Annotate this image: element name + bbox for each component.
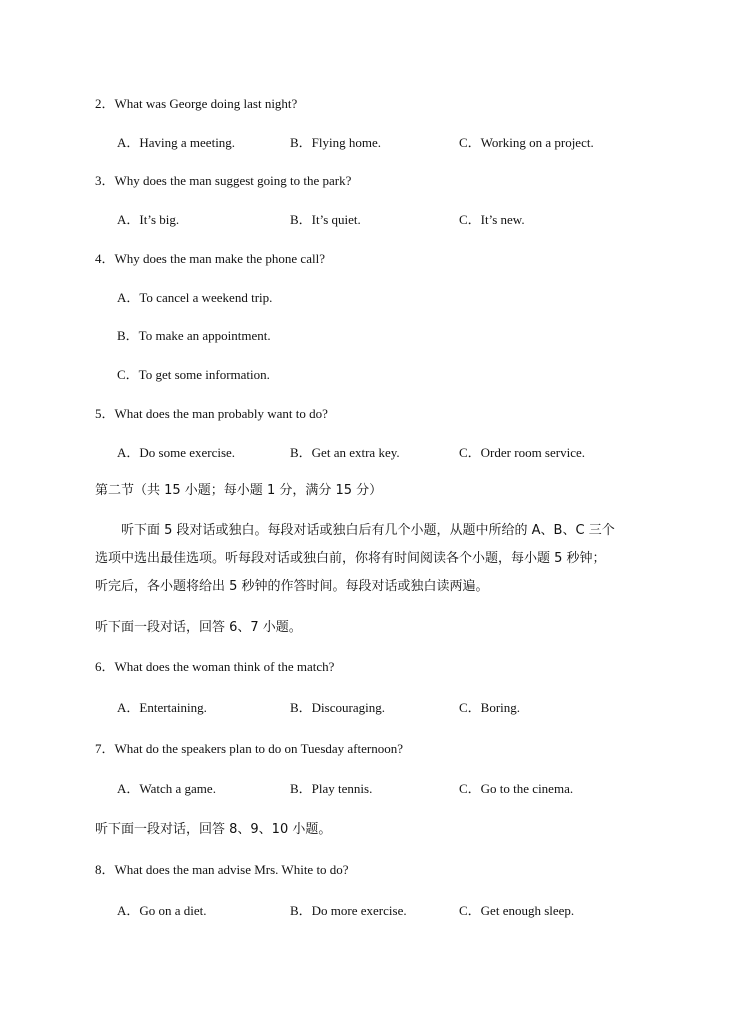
question-8-options [0, 902, 737, 920]
option-c[interactable]: C．It’s new. [459, 212, 525, 227]
option-c[interactable]: C．Boring. [459, 700, 521, 715]
group-prompt: 听下面一段对话，回答 8、9、10 小题。 [95, 822, 332, 837]
question-6 [95, 658, 334, 676]
option-a[interactable]: A．To cancel a weekend trip. [117, 290, 273, 305]
option-b[interactable]: B．To make an appointment. [117, 328, 271, 343]
question-text: Why does the man make the phone call? [114, 251, 325, 266]
option-b[interactable]: B．It’s quiet. [290, 212, 361, 227]
option-b[interactable]: B．Discouraging. [290, 700, 385, 715]
question-7-options [0, 780, 737, 798]
question-text: What does the woman think of the match? [114, 659, 335, 674]
question-text: What does the man advise Mrs. White to do? [114, 862, 349, 877]
question-5-options [0, 444, 737, 462]
question-text: What do the speakers plan to do on Tuesday afternoon? [114, 741, 403, 756]
question-3 [95, 172, 351, 190]
instruction-line: 听下面 5 段对话或独白。每段对话或独白后有几个小题，从题中所给的 A、B、C 三个 [121, 523, 615, 538]
instruction-line: 听完后，各小题将给出 5 秒钟的作答时间。每段对话或独白读两遍。 [95, 579, 489, 594]
option-a[interactable]: A．Having a meeting. [117, 135, 236, 150]
question-5 [95, 405, 328, 423]
option-c[interactable]: C．Go to the cinema. [459, 781, 574, 796]
question-2-options [0, 134, 737, 152]
question-8 [95, 861, 349, 879]
option-a[interactable]: A．Entertaining. [117, 700, 207, 715]
question-number: 3． [95, 173, 115, 188]
option-b[interactable]: B．Do more exercise. [290, 903, 407, 918]
option-b[interactable]: B．Flying home. [290, 135, 382, 150]
section-instructions [95, 517, 655, 601]
question-3-options [0, 211, 737, 229]
option-b[interactable]: B．Get an extra key. [290, 445, 400, 460]
option-c[interactable]: C．Order room service. [459, 445, 585, 460]
option-c[interactable]: C．Get enough sleep. [459, 903, 575, 918]
question-7 [95, 740, 403, 758]
question-text: What does the man probably want to do? [114, 406, 328, 421]
question-6-options [0, 699, 737, 717]
option-c[interactable]: C．To get some information. [117, 367, 270, 382]
option-a[interactable]: A．Do some exercise. [117, 445, 236, 460]
option-b[interactable]: B．Play tennis. [290, 781, 373, 796]
question-text: What was George doing last night? [114, 96, 298, 111]
question-number: 6． [95, 659, 115, 674]
option-a[interactable]: A．Go on a diet. [117, 903, 207, 918]
option-a[interactable]: A．Watch a game. [117, 781, 216, 796]
question-number: 7． [95, 741, 115, 756]
question-2 [95, 95, 297, 113]
question-4 [95, 250, 325, 268]
option-c[interactable]: C．Working on a project. [459, 135, 594, 150]
question-number: 8． [95, 862, 115, 877]
question-number: 5． [95, 406, 115, 421]
question-text: Why does the man suggest going to the park? [114, 173, 352, 188]
question-number: 2． [95, 96, 115, 111]
option-a[interactable]: A．It’s big. [117, 212, 180, 227]
group-prompt: 听下面一段对话，回答 6、7 小题。 [95, 620, 302, 635]
question-number: 4． [95, 251, 115, 266]
section-heading: 第二节（共 15 小题；每小题 1 分，满分 15 分） [95, 483, 383, 498]
instruction-line: 选项中选出最佳选项。听每段对话或独白前，你将有时间阅读各个小题，每小题 5 秒钟； [95, 551, 606, 566]
